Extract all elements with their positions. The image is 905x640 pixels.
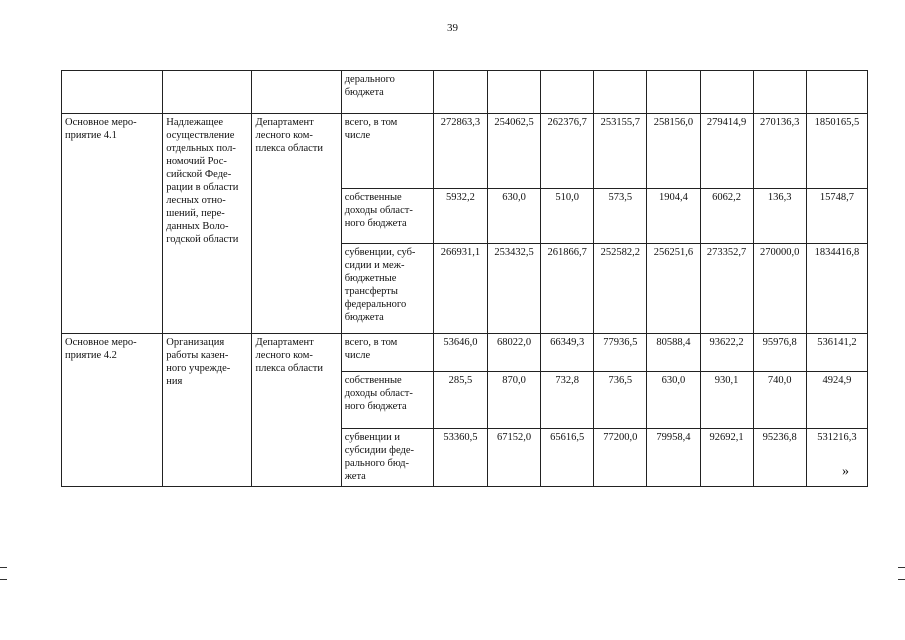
source-cell: субвенции и субсидии феде- рального бюд- жета [341,429,433,487]
value-cell [433,71,487,114]
value-cell: 95236,8 [753,429,806,487]
measure-cell: Основное меро- приятие 4.2 [62,334,163,487]
value-cell: 732,8 [541,372,594,429]
value-cell: 68022,0 [488,334,541,372]
value-cell: 630,0 [488,189,541,244]
total-cell: 15748,7 [806,189,867,244]
total-cell: 1850165,5 [806,114,867,189]
value-cell: 262376,7 [541,114,594,189]
value-cell: 253155,7 [594,114,647,189]
source-cell: субвенции, суб- сидии и меж- бюджетные трансферты федерального бюджета [341,244,433,334]
value-cell: 253432,5 [488,244,541,334]
right-margin-mark [898,579,905,580]
total-cell: 536141,2 [806,334,867,372]
value-cell: 92692,1 [700,429,753,487]
executor-cell: Департамент лесного ком- плекса области [252,114,341,334]
value-cell: 510,0 [541,189,594,244]
value-cell: 273352,7 [700,244,753,334]
value-cell: 270000,0 [753,244,806,334]
value-cell: 1904,4 [647,189,700,244]
value-cell: 79958,4 [647,429,700,487]
value-cell [647,71,700,114]
value-cell [488,71,541,114]
value-cell: 6062,2 [700,189,753,244]
value-cell: 261866,7 [541,244,594,334]
total-cell [806,71,867,114]
source-cell: дерального бюджета [341,71,433,114]
measure-cell: Основное меро- приятие 4.1 [62,114,163,334]
value-cell: 870,0 [488,372,541,429]
table-row [62,114,868,189]
table-row [62,334,868,372]
value-cell: 66349,3 [541,334,594,372]
value-cell: 736,5 [594,372,647,429]
value-cell: 266931,1 [433,244,487,334]
value-cell: 77936,5 [594,334,647,372]
value-cell: 285,5 [433,372,487,429]
value-cell: 630,0 [647,372,700,429]
value-cell [753,71,806,114]
value-cell: 272863,3 [433,114,487,189]
value-cell: 740,0 [753,372,806,429]
value-cell: 573,5 [594,189,647,244]
content-cell [163,71,252,114]
value-cell: 258156,0 [647,114,700,189]
value-cell: 252582,2 [594,244,647,334]
right-margin-mark [898,567,905,568]
value-cell: 93622,2 [700,334,753,372]
left-margin-mark [0,579,7,580]
content-cell: Организация работы казен- ного учрежде- ния [163,334,252,487]
total-cell: 531216,3 [806,429,867,487]
value-cell: 67152,0 [488,429,541,487]
source-cell: всего, в том числе [341,334,433,372]
table-row [62,71,868,114]
source-cell: собственные доходы област- ного бюджета [341,189,433,244]
page-number: 39 [447,22,458,34]
value-cell: 270136,3 [753,114,806,189]
value-cell [594,71,647,114]
value-cell [700,71,753,114]
total-cell: 4924,9 [806,372,867,429]
value-cell: 256251,6 [647,244,700,334]
value-cell: 930,1 [700,372,753,429]
value-cell: 136,3 [753,189,806,244]
value-cell: 254062,5 [488,114,541,189]
value-cell: 80588,4 [647,334,700,372]
total-cell: 1834416,8 [806,244,867,334]
value-cell: 53646,0 [433,334,487,372]
budget-table [61,70,868,487]
left-margin-mark [0,567,7,568]
value-cell: 53360,5 [433,429,487,487]
value-cell [541,71,594,114]
value-cell: 95976,8 [753,334,806,372]
source-cell: всего, в том числе [341,114,433,189]
content-cell: Надлежащее осуществление отдельных пол- номочий Рос- сийской Феде- рации в области лесных отно- шений, пере- данных Воло- годской области [163,114,252,334]
executor-cell: Департамент лесного ком- плекса области [252,334,341,487]
value-cell: 77200,0 [594,429,647,487]
value-cell: 65616,5 [541,429,594,487]
value-cell: 279414,9 [700,114,753,189]
value-cell: 5932,2 [433,189,487,244]
source-cell: собственные доходы област- ного бюджета [341,372,433,429]
closing-quote-mark: » [842,464,849,479]
executor-cell [252,71,341,114]
measure-cell [62,71,163,114]
